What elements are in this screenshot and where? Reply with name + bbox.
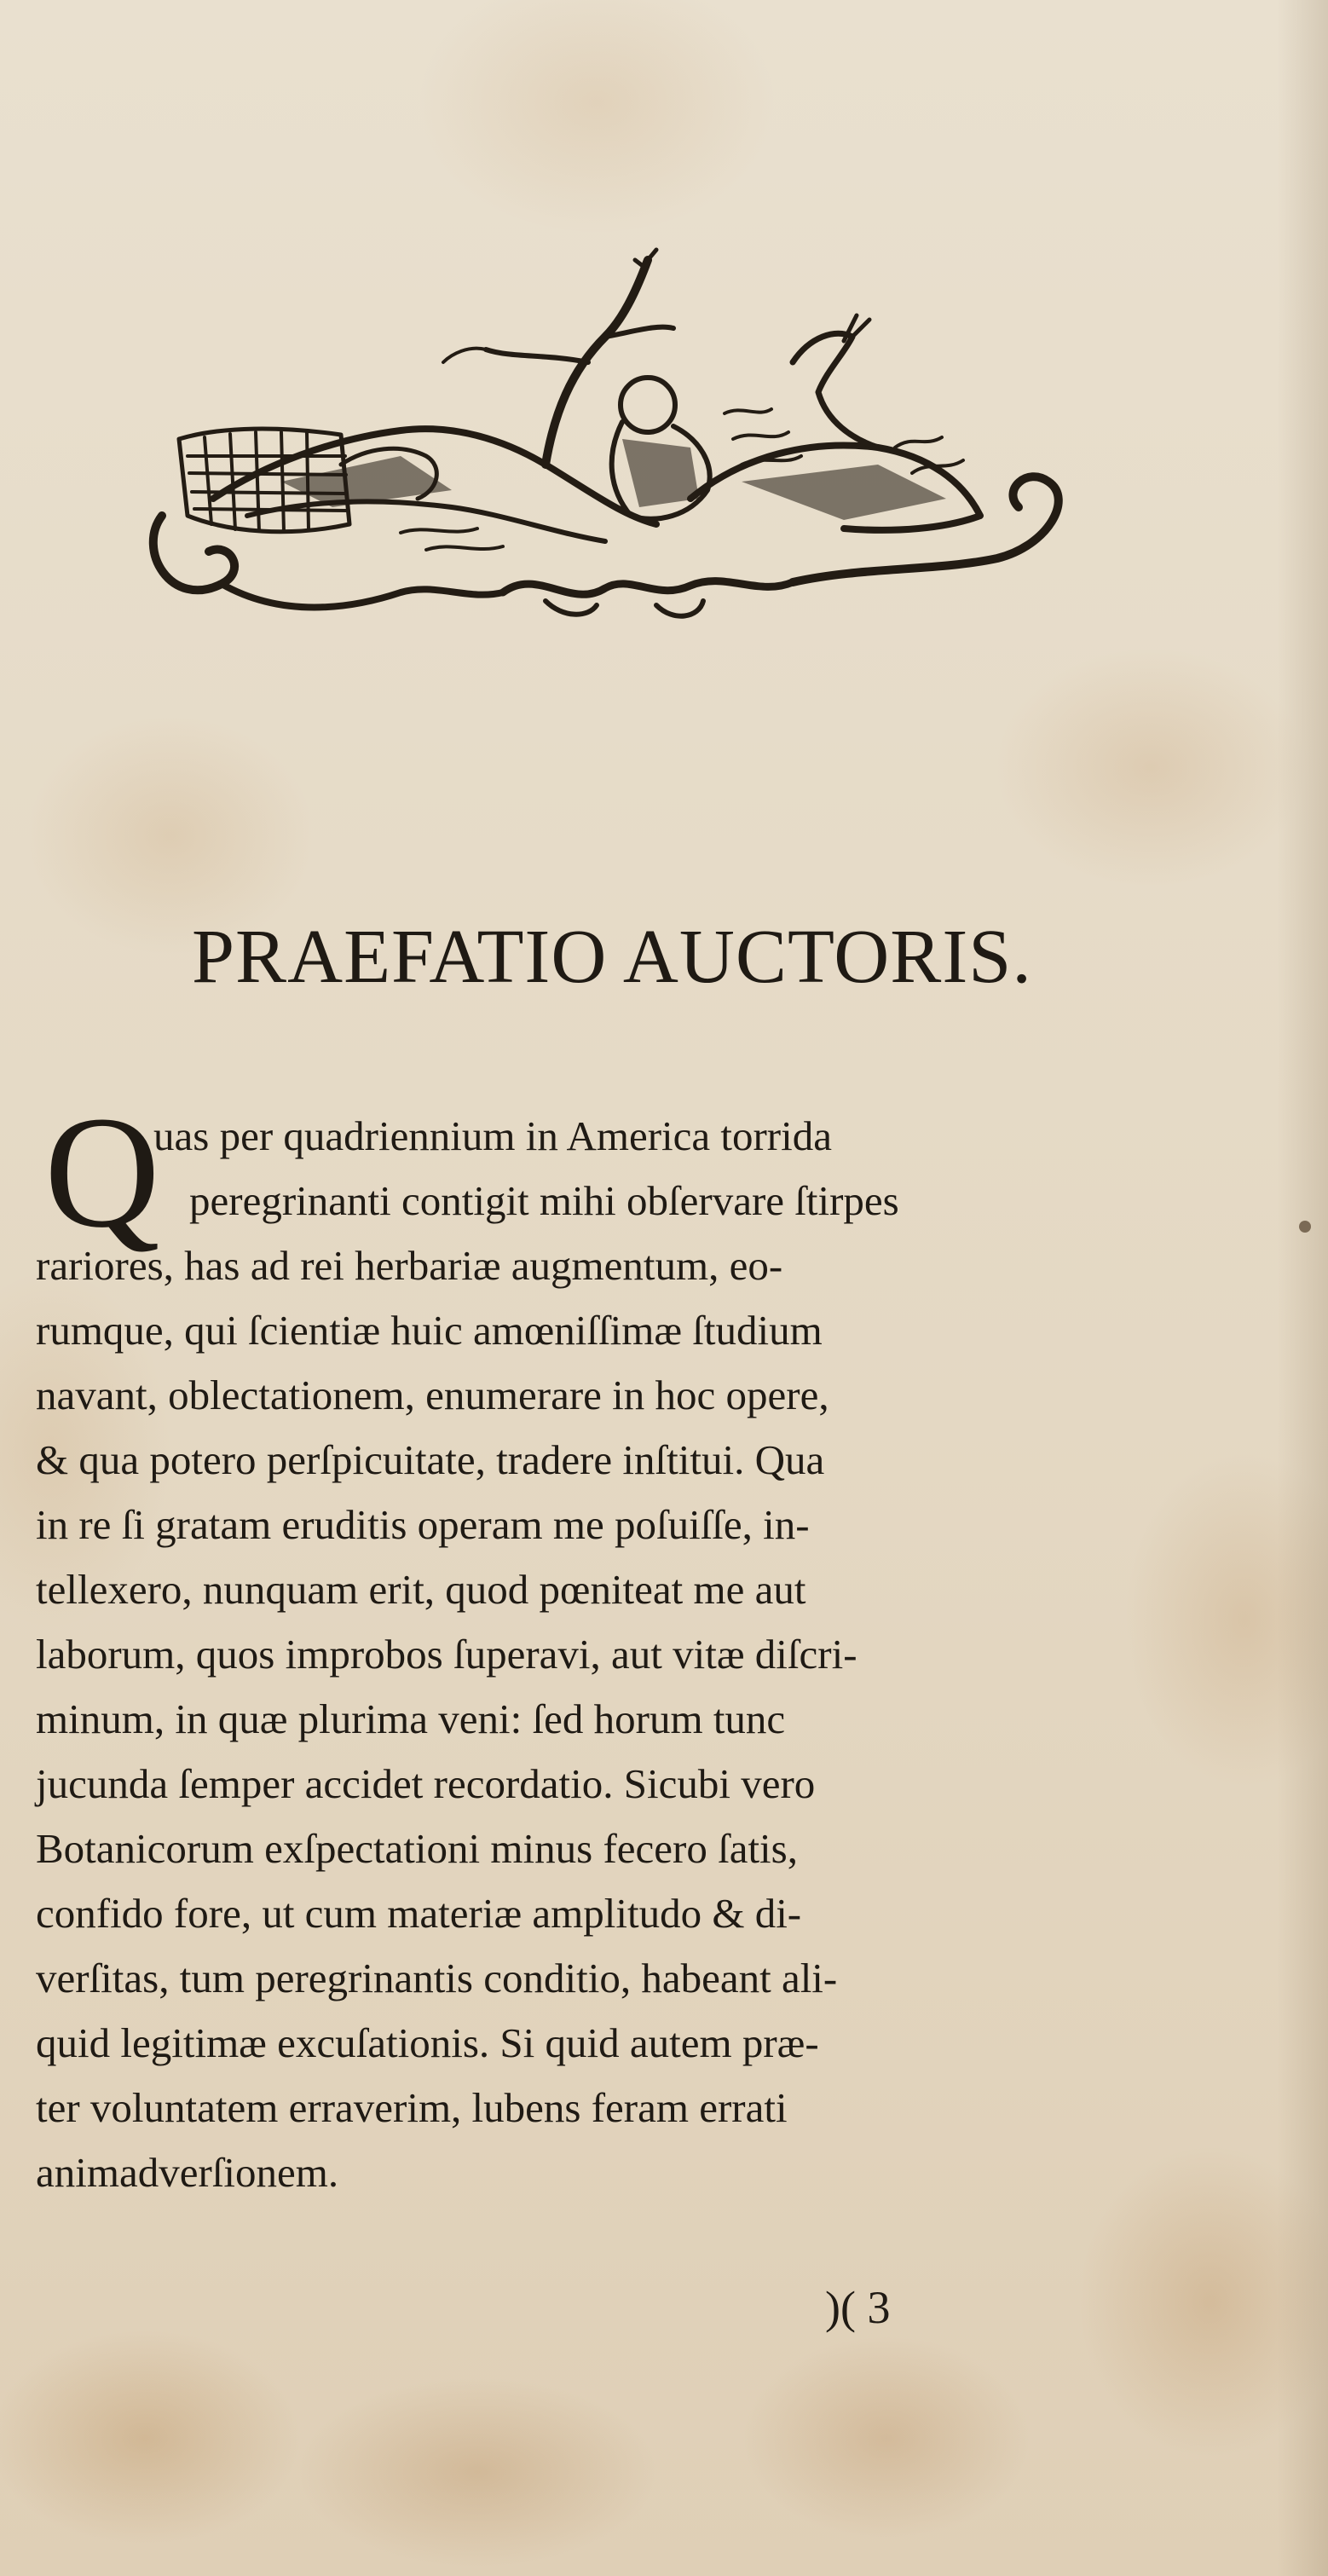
page-gutter-shadow [1277, 0, 1328, 2576]
text-line: jucunda ſemper accidet recordatio. Sicubi vero [36, 1760, 816, 1807]
text-line: uas per quadriennium in America torrida [153, 1112, 832, 1159]
paper-speck [1299, 1221, 1311, 1233]
text-line: quid legitimæ excuſationis. Si quid autem præ- [36, 2019, 819, 2066]
text-line: ter voluntatem erraverim, lubens feram errati [36, 2084, 788, 2131]
text-line: navant, oblectationem, enumerare in hoc opere, [36, 1372, 829, 1418]
text-line: confido fore, ut cum materiæ amplitudo & di- [36, 1890, 802, 1937]
text-line: tellexero, nunquam erit, quod pœniteat me aut [36, 1566, 806, 1613]
text-line: rumque, qui ſcientiæ huic amœniſſimæ ſtudium [36, 1307, 823, 1354]
text-line: peregrinanti contigit mihi obſervare ſtirpes [189, 1177, 899, 1224]
text-line: minum, in quæ plurima veni: ſed horum tunc [36, 1695, 786, 1742]
signature-mark: )( 3 [825, 2282, 891, 2333]
text-line: & qua potero perſpicuitate, tradere inſtitui. Qua [36, 1436, 825, 1483]
woodcut-vignette-icon [145, 243, 1091, 652]
text-line: Botanicorum exſpectationi minus fecero ſatis, [36, 1825, 798, 1872]
text-line: verſitas, tum peregrinantis conditio, habeant ali- [36, 1955, 838, 2001]
text-line: laborum, quos improbos ſuperavi, aut vitæ diſcri- [36, 1631, 857, 1678]
text-line: in re ſi gratam eruditis operam me poſuiſſe, in- [36, 1501, 810, 1548]
text-line: rariores, has ad rei herbariæ augmentum, eo- [36, 1242, 783, 1289]
text-line: animadverſionem. [36, 2149, 339, 2196]
drop-cap: Q [44, 1083, 160, 1261]
page-title: PRAEFATIO AUCTORIS. [192, 915, 1032, 999]
